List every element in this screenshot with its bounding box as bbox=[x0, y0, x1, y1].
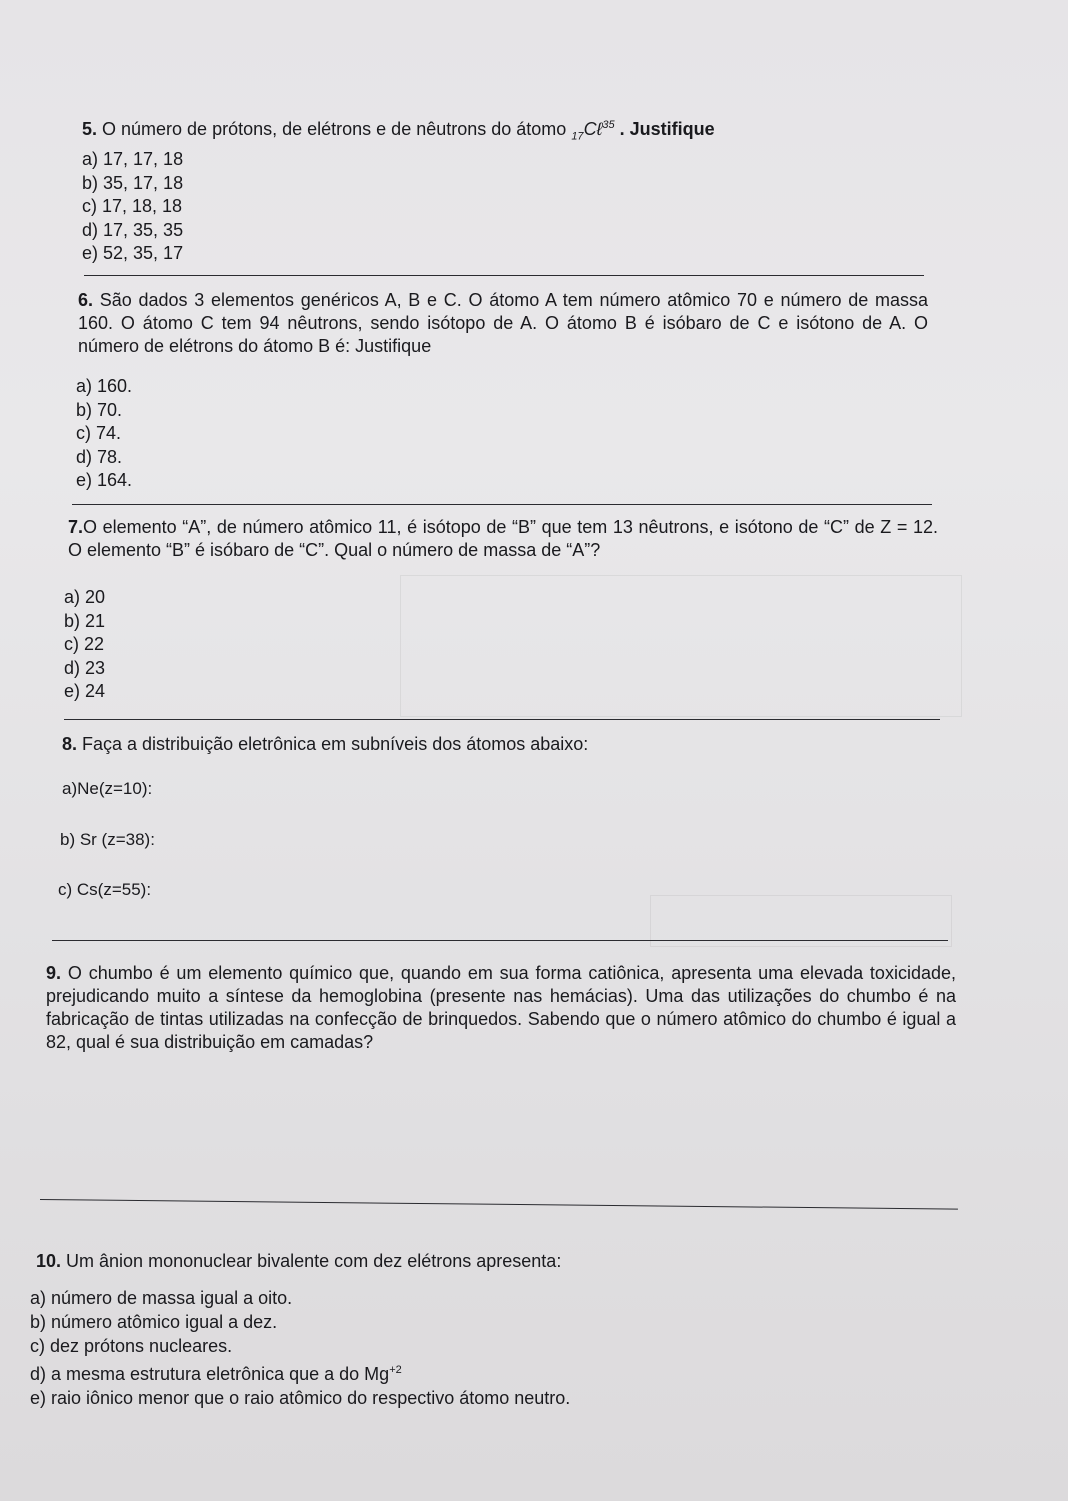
option-d: d) 78. bbox=[76, 446, 123, 467]
question-number: 7. bbox=[68, 517, 84, 537]
option-a: a) número de massa igual a oito. bbox=[30, 1288, 293, 1308]
option-e: e) 164. bbox=[76, 470, 133, 490]
option-c: c) dez prótons nucleares. bbox=[30, 1336, 233, 1356]
magnesium-charge: +2 bbox=[389, 1364, 402, 1376]
divider bbox=[52, 940, 948, 941]
question-number: 9. bbox=[46, 963, 62, 983]
option-a: a) 20 bbox=[64, 587, 106, 607]
divider bbox=[84, 275, 924, 276]
question-number: 6. bbox=[78, 290, 94, 310]
option-d: d) 17, 35, 35 bbox=[82, 219, 184, 240]
divider bbox=[72, 504, 932, 505]
subitem-cesium: c) Cs(z=55): bbox=[58, 880, 152, 899]
question-text: O elemento “A”, de número atômico 11, é isótopo de “B” que tem 13 nêutrons, e isótono de “C” de Z = 12. O elemento “B” é isóbaro de “C”. Qual o número de massa de “A”? bbox=[68, 517, 938, 560]
question-text: Faça a distribuição eletrônica em subníveis dos átomos abaixo: bbox=[77, 734, 589, 754]
question-7-options bbox=[64, 586, 105, 704]
question-10 bbox=[36, 1250, 936, 1273]
divider bbox=[64, 719, 940, 720]
option-b: b) 35, 17, 18 bbox=[82, 172, 184, 193]
question-number: 8. bbox=[62, 734, 78, 754]
question-5-options bbox=[82, 148, 183, 266]
subitem-strontium: b) Sr (z=38): bbox=[60, 830, 155, 849]
question-6-options bbox=[76, 375, 132, 493]
question-text: São dados 3 elementos genéricos A, B e C. O átomo A tem número atômico 70 e número de massa 160. O átomo C tem 94 nêutrons, sendo isótopo de A. O átomo B é isóbaro de C e isótono de A. O número de elétrons do átomo B é: Justifique bbox=[78, 290, 928, 356]
subitem-neon: a)Ne(z=10): bbox=[62, 779, 153, 798]
option-c: c) 17, 18, 18 bbox=[82, 196, 183, 216]
option-d: d) 23 bbox=[64, 657, 106, 678]
question-number: 5. bbox=[82, 119, 98, 139]
option-a: a) 160. bbox=[76, 376, 133, 396]
option-d: d) a mesma estrutura eletrônica que a do $Mg^{+2}$ bbox=[30, 1364, 402, 1384]
justify-label: . Justifique bbox=[614, 119, 715, 139]
option-e: e) 24 bbox=[64, 681, 106, 701]
question-9 bbox=[46, 962, 956, 1054]
divider bbox=[40, 1199, 958, 1210]
chlorine-atom-notation: $_{17}$Cℓ$^{35}$ bbox=[571, 119, 615, 143]
question-text: O número de prótons, de elétrons e de nêutrons do átomo bbox=[97, 119, 572, 139]
question-text: O chumbo é um elemento químico que, quando em sua forma catiônica, apresenta uma elevada toxicidade, prejudicando muito a síntese da hemoglobina (presente nas hemácias). Uma das utilizações do chumbo é na fabricação de tintas utilizadas na confecção de brinquedos. Sabendo que o número atômico do chumbo é igual a 82, qual é sua distribuição em camadas? bbox=[46, 963, 956, 1052]
question-number: 10. bbox=[36, 1251, 62, 1271]
option-c: c) 74. bbox=[76, 423, 122, 443]
show-through-box bbox=[400, 575, 962, 717]
option-e: e) raio iônico menor que o raio atômico do respectivo átomo neutro. bbox=[30, 1388, 571, 1408]
question-6 bbox=[78, 289, 928, 358]
option-b: b) 21 bbox=[64, 610, 106, 631]
question-5 bbox=[82, 114, 842, 149]
question-8 bbox=[62, 733, 932, 756]
option-e: e) 52, 35, 17 bbox=[82, 243, 184, 263]
option-b: b) número atômico igual a dez. bbox=[30, 1312, 278, 1332]
option-a: a) 17, 17, 18 bbox=[82, 149, 184, 169]
option-c: c) 22 bbox=[64, 634, 105, 654]
option-b: b) 70. bbox=[76, 399, 123, 420]
question-10-options bbox=[30, 1286, 570, 1410]
question-7 bbox=[68, 516, 938, 562]
question-text: Um ânion mononuclear bivalente com dez elétrons apresenta: bbox=[61, 1251, 562, 1271]
